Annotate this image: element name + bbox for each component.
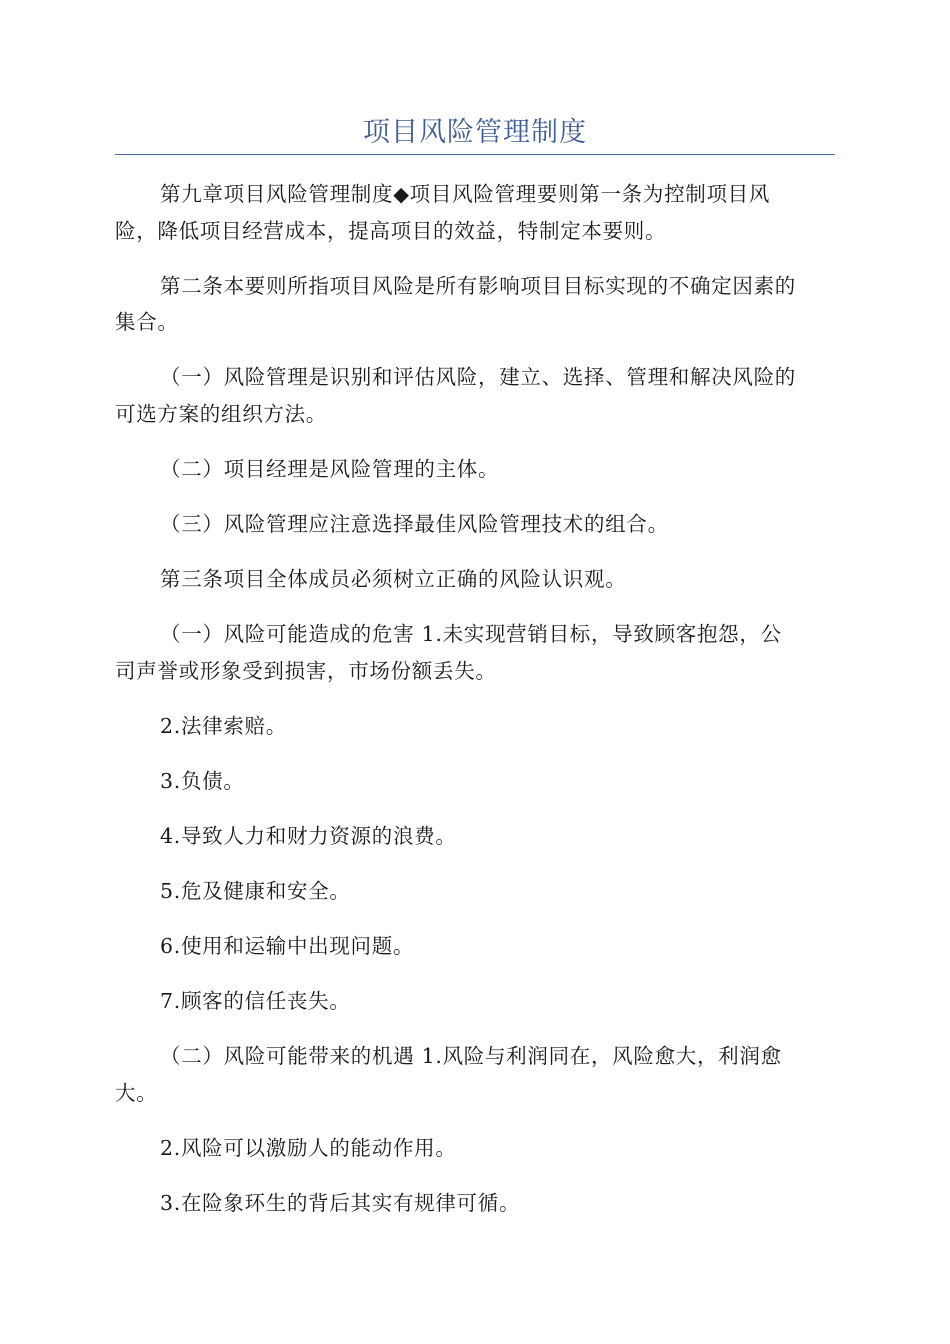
paragraph <box>115 873 835 910</box>
paragraph-line: 7.顾客的信任丧失。 <box>160 989 351 1014</box>
paragraph-line: 司声誉或形象受到损害，市场份额丢失。 <box>115 658 497 683</box>
document-title: 项目风险管理制度 <box>363 117 587 148</box>
paragraph <box>115 616 835 689</box>
paragraph-line: （三）风险管理应注意选择最佳风险管理技术的组合。 <box>160 511 669 536</box>
paragraph <box>115 451 835 488</box>
paragraph-line: 6.使用和运输中出现问题。 <box>160 934 415 959</box>
document-body <box>115 176 835 1240</box>
paragraph-line: 集合。 <box>115 310 179 335</box>
paragraph <box>115 983 835 1020</box>
paragraph-line: 第九章项目风险管理制度◆项目风险管理要则第一条为控制项目风 <box>160 182 771 206</box>
paragraph-line: 大。 <box>115 1080 158 1105</box>
paragraph <box>115 818 835 855</box>
paragraph-line: 5.危及健康和安全。 <box>160 878 351 903</box>
paragraph-line: 3.负债。 <box>160 768 245 793</box>
title-underline <box>115 154 835 155</box>
paragraph <box>115 268 835 341</box>
paragraph-line: （一）风险可能造成的危害 1.未实现营销目标，导致顾客抱怨，公 <box>160 622 782 647</box>
paragraph-line: 2.法律索赔。 <box>160 713 287 738</box>
paragraph-line: 4.导致人力和财力资源的浪费。 <box>160 823 457 848</box>
paragraph <box>115 359 835 432</box>
paragraph <box>115 763 835 800</box>
paragraph <box>115 708 835 745</box>
paragraph-line: 险，降低项目经营成本，提高项目的效益，特制定本要则。 <box>115 218 667 243</box>
paragraph <box>115 1038 835 1111</box>
paragraph-line: （二）风险可能带来的机遇 1.风险与利润同在，风险愈大，利润愈 <box>160 1044 782 1069</box>
paragraph-line: 可选方案的组织方法。 <box>115 401 327 426</box>
paragraph-line: 第三条项目全体成员必须树立正确的风险认识观。 <box>160 566 627 591</box>
paragraph <box>115 506 835 543</box>
paragraph <box>115 1130 835 1167</box>
paragraph-line: 3.在险象环生的背后其实有规律可循。 <box>160 1190 521 1215</box>
paragraph-line: （一）风险管理是识别和评估风险，建立、选择、管理和解决风险的 <box>160 365 796 390</box>
paragraph <box>115 561 835 598</box>
paragraph <box>115 1185 835 1222</box>
paragraph <box>115 176 835 249</box>
paragraph-line: 第二条本要则所指项目风险是所有影响项目目标实现的不确定因素的 <box>160 273 796 298</box>
paragraph-line: 2.风险可以激励人的能动作用。 <box>160 1135 457 1160</box>
paragraph-line: （二）项目经理是风险管理的主体。 <box>160 456 500 481</box>
paragraph <box>115 928 835 965</box>
